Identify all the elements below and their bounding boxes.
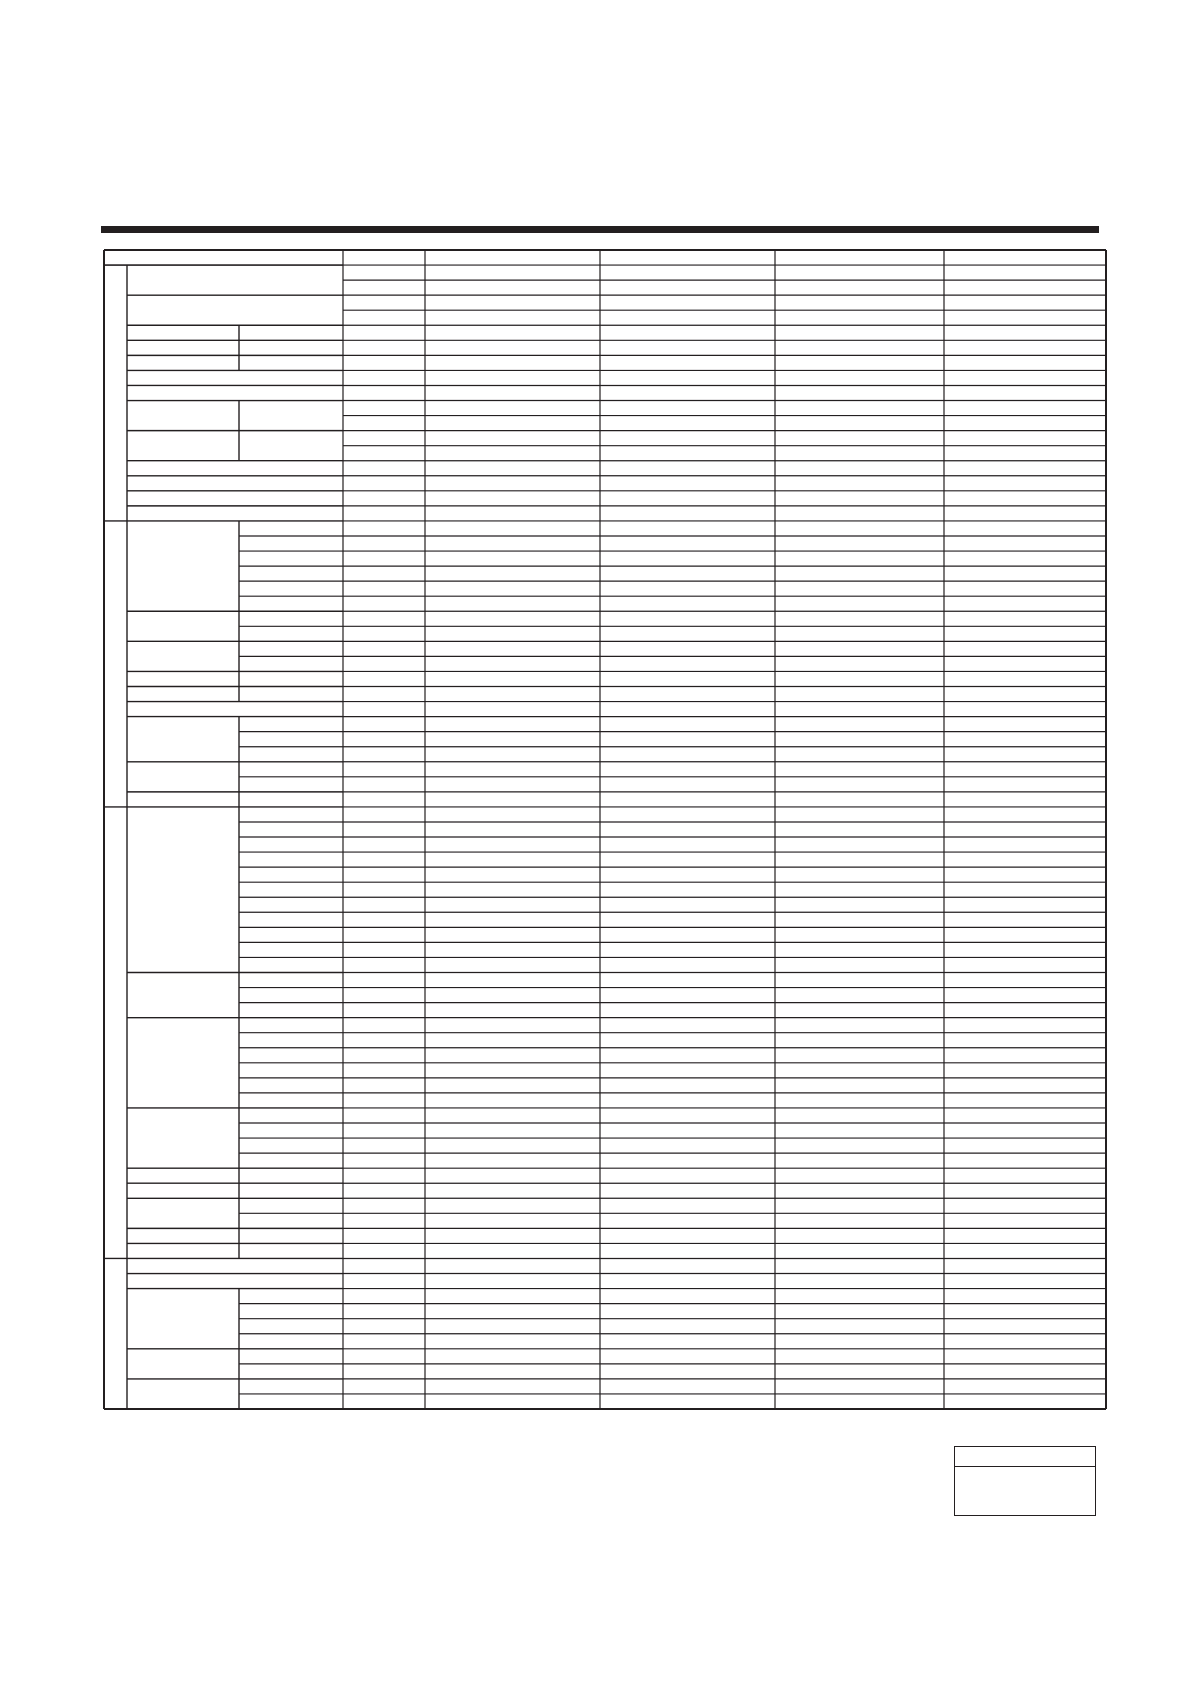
revision-stamp-body — [955, 1467, 1095, 1515]
revision-stamp-header — [955, 1447, 1095, 1467]
revision-stamp-box — [954, 1446, 1096, 1516]
spec-table-grid — [104, 250, 1106, 1409]
